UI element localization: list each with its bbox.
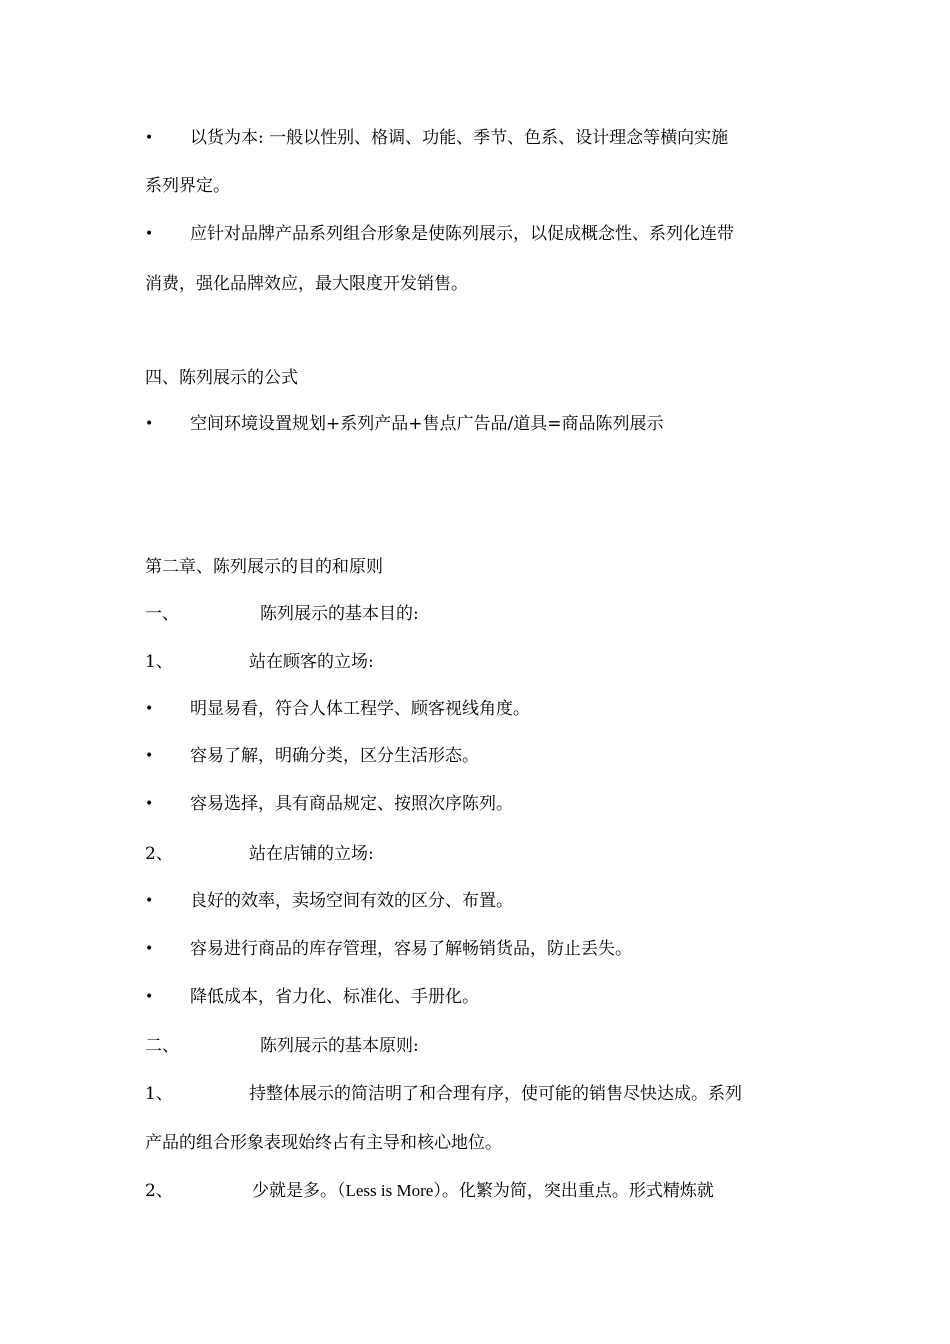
subsection-number: 2、: [145, 844, 173, 864]
formula-text: 空间环境设置规划+系列产品+售点广告品/道具=商品陈列展示: [190, 414, 664, 434]
bullet-marker: •: [145, 989, 154, 1005]
subsection-number: 1、: [145, 1084, 173, 1104]
bullet-marker: •: [145, 416, 154, 432]
bullet-marker: •: [145, 226, 154, 242]
list-item: 良好的效率，卖场空间有效的区分、布置。: [190, 891, 513, 911]
paragraph-line: 消费，强化品牌效应，最大限度开发销售。: [145, 274, 468, 294]
text-segment: 少就是多。（: [252, 1181, 346, 1201]
list-item: 明显易看，符合人体工程学、顾客视线角度。: [190, 699, 530, 719]
paragraph-line: 应针对品牌产品系列组合形象是使陈列展示，以促成概念性、系列化连带: [190, 224, 734, 244]
bullet-marker: •: [145, 701, 154, 717]
paragraph-line: 持整体展示的简洁明了和合理有序，使可能的销售尽快达成。系列: [249, 1084, 742, 1104]
section-title: 陈列展示的基本目的:: [260, 604, 419, 624]
section-heading: 四、陈列展示的公式: [145, 368, 298, 388]
bullet-marker: •: [145, 748, 154, 764]
text-segment: ）。化繁为简，突出重点。形式精炼就: [433, 1181, 714, 1201]
chapter-heading: 第二章、陈列展示的目的和原则: [145, 557, 383, 577]
bullet-marker: •: [145, 941, 154, 957]
section-number: 一、: [145, 604, 179, 624]
subsection-number: 2、: [145, 1181, 173, 1201]
subsection-number: 1、: [145, 652, 173, 672]
subsection-title: 站在顾客的立场:: [249, 652, 374, 672]
list-item: 容易进行商品的库存管理，容易了解畅销货品，防止丢失。: [190, 939, 632, 959]
bullet-marker: •: [145, 796, 154, 812]
paragraph-line: [252, 1179, 714, 1203]
paragraph-line: 以货为本: 一般以性别、格调、功能、季节、色系、设计理念等横向实施: [190, 128, 729, 148]
bullet-marker: •: [145, 130, 154, 146]
bullet-marker: •: [145, 893, 154, 909]
section-number: 二、: [145, 1036, 179, 1056]
section-title: 陈列展示的基本原则:: [260, 1036, 419, 1056]
paragraph-line: 系列界定。: [145, 176, 230, 196]
subsection-title: 站在店铺的立场:: [249, 844, 374, 864]
list-item: 降低成本，省力化、标准化、手册化。: [190, 987, 479, 1007]
list-item: 容易了解，明确分类，区分生活形态。: [190, 746, 479, 766]
list-item: 容易选择，具有商品规定、按照次序陈列。: [190, 794, 513, 814]
paragraph-line: 产品的组合形象表现始终占有主导和核心地位。: [145, 1133, 502, 1153]
text-segment-latin: Less is More: [345, 1181, 434, 1200]
